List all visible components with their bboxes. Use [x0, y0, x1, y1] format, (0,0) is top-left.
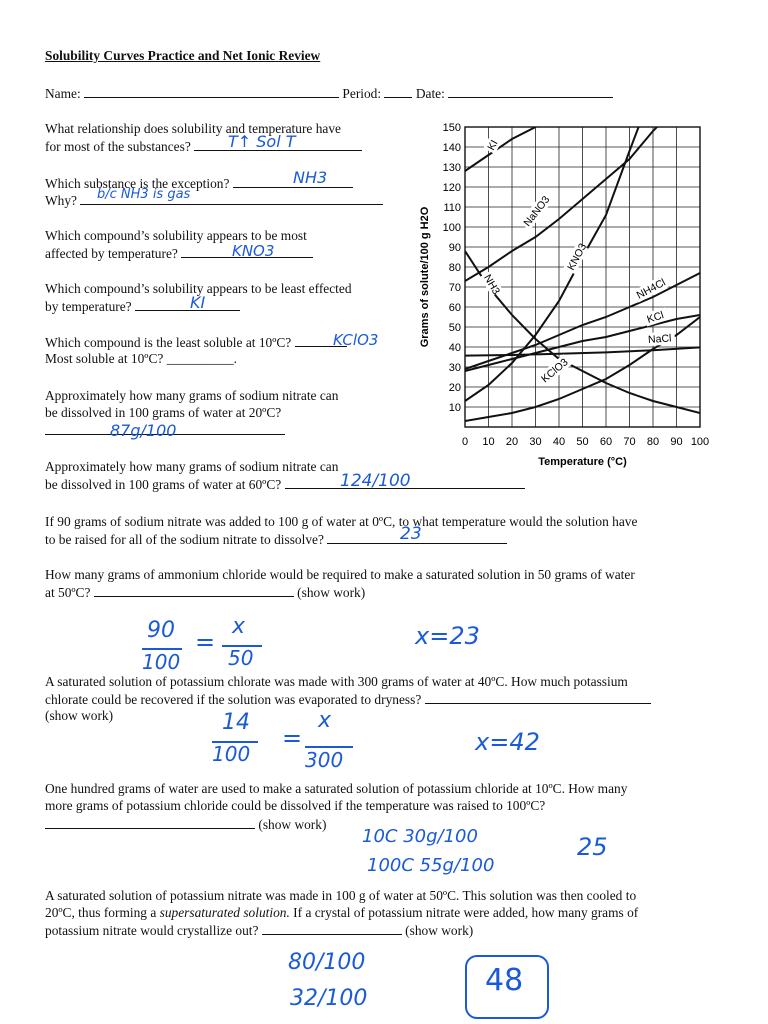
- q11-answer-blank[interactable]: [45, 815, 255, 829]
- q2-handwritten-answer: NH3: [293, 168, 328, 187]
- q9-eq: =: [195, 628, 216, 656]
- q1-text-2: for most of the substances?: [45, 137, 362, 155]
- q10-text-1: A saturated solution of potassium chlorate was made with 300 grams of water at 40ºC. How much potassium: [45, 674, 628, 689]
- q11-text-1: One hundred grams of water are used to make a saturated solution of potassium chloride at 10ºC. How many: [45, 781, 628, 796]
- q12-text-1: A saturated solution of potassium nitrate was made in 100 g of water at 50ºC. This solution was then cooled to: [45, 888, 637, 903]
- series-label-text: KClO3: [539, 356, 571, 386]
- x-tick-label: 40: [552, 436, 566, 448]
- q7-handwritten-answer: 124/100: [340, 471, 411, 491]
- q11-work-line1: 10C 30g/100: [362, 826, 478, 847]
- q10-eq: =: [282, 724, 303, 752]
- series-label-nacl: [646, 331, 676, 346]
- q4-text-2: by temperature?: [45, 297, 240, 315]
- q8-text-1: If 90 grams of sodium nitrate was added to 100 g of water at 0ºC, to what temperature would the solution have: [45, 514, 638, 529]
- series-label-kclo3: [537, 354, 572, 386]
- q9-answer-blank[interactable]: [94, 583, 294, 597]
- y-tick-label: 70: [448, 282, 461, 294]
- solubility-chart: [410, 115, 710, 475]
- series-label-text: NH4Cl: [634, 276, 668, 302]
- q12-answer-blank[interactable]: [262, 921, 402, 935]
- y-tick-label: 140: [442, 142, 461, 154]
- q11-text-3: (show work): [45, 815, 326, 833]
- name-label: Name:: [45, 86, 81, 101]
- q12-result: 48: [485, 963, 524, 998]
- y-tick-label: 50: [448, 322, 461, 334]
- chart-ticks: [443, 122, 710, 448]
- q2-handwritten-why: b/c NH3 is gas: [97, 187, 191, 202]
- q9-frac1-den: 100: [142, 650, 181, 674]
- q12-work-line2: 32/100: [290, 986, 368, 1011]
- q5-text-2: Most soluble at 10ºC? __________.: [45, 351, 238, 366]
- series-label-text: KI: [485, 138, 501, 153]
- x-tick-label: 60: [599, 436, 613, 448]
- q10-frac1-den: 100: [212, 742, 251, 766]
- q10-text-3: (show work): [45, 708, 114, 723]
- q8-handwritten-answer: 23: [400, 524, 422, 544]
- q8-text-2: to be raised for all of the sodium nitrate to dissolve?: [45, 530, 507, 548]
- series-label-text: NaCl: [647, 332, 672, 346]
- period-label: Period:: [342, 86, 382, 101]
- q6-text-2: be dissolved in 100 grams of water at 20ºC?: [45, 405, 282, 420]
- q10-answer-blank[interactable]: [425, 690, 651, 704]
- q2-text-2: Why?: [45, 191, 383, 209]
- q6-handwritten-answer: 87g/100: [110, 421, 177, 440]
- y-tick-label: 150: [442, 122, 461, 134]
- q3-text-2: affected by temperature?: [45, 244, 313, 262]
- series-label-ki: [483, 134, 502, 155]
- date-label: Date:: [415, 86, 445, 101]
- q12-work-line1: 80/100: [288, 950, 366, 975]
- chart-grid: [465, 127, 700, 427]
- y-tick-label: 80: [448, 262, 461, 274]
- series-label-text: NaNO3: [521, 193, 553, 229]
- y-tick-label: 10: [448, 402, 461, 414]
- q10-result: x=42: [475, 728, 540, 756]
- x-tick-label: 100: [690, 436, 710, 448]
- q1-handwritten-answer: T↑ Sol T: [228, 132, 296, 151]
- y-tick-label: 40: [448, 342, 461, 354]
- q9-frac2-num: x: [232, 614, 246, 639]
- x-axis-label: Temperature (°C): [538, 456, 627, 468]
- q9-text-1: How many grams of ammonium chloride would be required to make a saturated solution in 50 grams of water: [45, 567, 635, 582]
- period-field[interactable]: [384, 84, 412, 98]
- y-axis-label: Grams of solute/100 g H2O: [419, 206, 431, 348]
- x-tick-label: 80: [646, 436, 660, 448]
- q10-frac2-den: 300: [305, 748, 344, 772]
- q5-most-blank[interactable]: __________.: [166, 351, 238, 366]
- q4-handwritten-answer: KI: [190, 293, 206, 312]
- series-label-nano3: [519, 193, 552, 230]
- date-field[interactable]: [448, 84, 613, 98]
- y-tick-label: 130: [442, 162, 461, 174]
- q12-text-2: 20ºC, thus forming a supersaturated solution. If a crystal of potassium nitrate were added, how many grams of: [45, 905, 639, 920]
- header-row: [45, 84, 613, 102]
- q4-answer-blank[interactable]: [135, 297, 240, 311]
- x-tick-label: 20: [505, 436, 519, 448]
- q6-text-1: Approximately how many grams of sodium nitrate can: [45, 388, 339, 403]
- page-title: Solubility Curves Practice and Net Ionic Review: [45, 48, 321, 63]
- q12-text-3: potassium nitrate would crystallize out? (show work): [45, 923, 474, 938]
- series-label-text: NH3: [481, 272, 503, 297]
- q10-frac2-num: x: [318, 708, 332, 733]
- x-tick-label: 90: [670, 436, 683, 448]
- q5-text-1: Which compound is the least soluble at 10ºC?: [45, 333, 347, 351]
- x-tick-label: 50: [576, 436, 589, 448]
- x-tick-label: 0: [461, 436, 469, 448]
- y-tick-label: 100: [442, 222, 461, 234]
- q7-text-1: Approximately how many grams of sodium nitrate can: [45, 459, 339, 474]
- series-label-kcl: [643, 307, 669, 326]
- y-tick-label: 30: [448, 362, 461, 374]
- y-tick-label: 20: [448, 382, 461, 394]
- x-tick-label: 30: [529, 436, 542, 448]
- q9-text-2: at 50ºC? (show work): [45, 585, 366, 600]
- q10-text-2: chlorate could be recovered if the solution was evaporated to dryness?: [45, 690, 651, 708]
- y-tick-label: 110: [443, 202, 461, 214]
- q11-text-2: more grams of potassium chloride could be dissolved if the temperature was raised to 100ºC?: [45, 798, 546, 813]
- series-label-kno3: [563, 241, 589, 274]
- x-tick-label: 70: [623, 436, 636, 448]
- q2-text-1: Which substance is the exception?: [45, 174, 353, 192]
- q11-work-line2: 100C 55g/100: [367, 855, 495, 876]
- q5-handwritten-answer: KClO3: [333, 331, 379, 349]
- x-tick-label: 10: [482, 436, 495, 448]
- q1-text-1: What relationship does solubility and temperature have: [45, 121, 341, 136]
- series-label-nh3: [480, 270, 503, 297]
- q11-result: 25: [577, 833, 608, 861]
- y-tick-label: 90: [448, 242, 461, 254]
- q7-text-2: be dissolved in 100 grams of water at 60ºC?: [45, 475, 525, 493]
- series-label-text: KNO3: [565, 241, 590, 273]
- q4-text-1: Which compound’s solubility appears to be least effected: [45, 281, 352, 296]
- y-tick-label: 60: [448, 302, 461, 314]
- q3-text-1: Which compound’s solubility appears to be most: [45, 228, 307, 243]
- q9-frac1-num: 90: [147, 618, 175, 643]
- q3-handwritten-answer: KNO3: [232, 242, 275, 260]
- q10-frac1-num: 14: [222, 710, 250, 735]
- series-label-text: KCl: [645, 309, 666, 326]
- q9-result: x=23: [415, 622, 480, 650]
- name-field[interactable]: [84, 84, 339, 98]
- q9-frac2-den: 50: [228, 646, 254, 670]
- y-tick-label: 120: [442, 182, 461, 194]
